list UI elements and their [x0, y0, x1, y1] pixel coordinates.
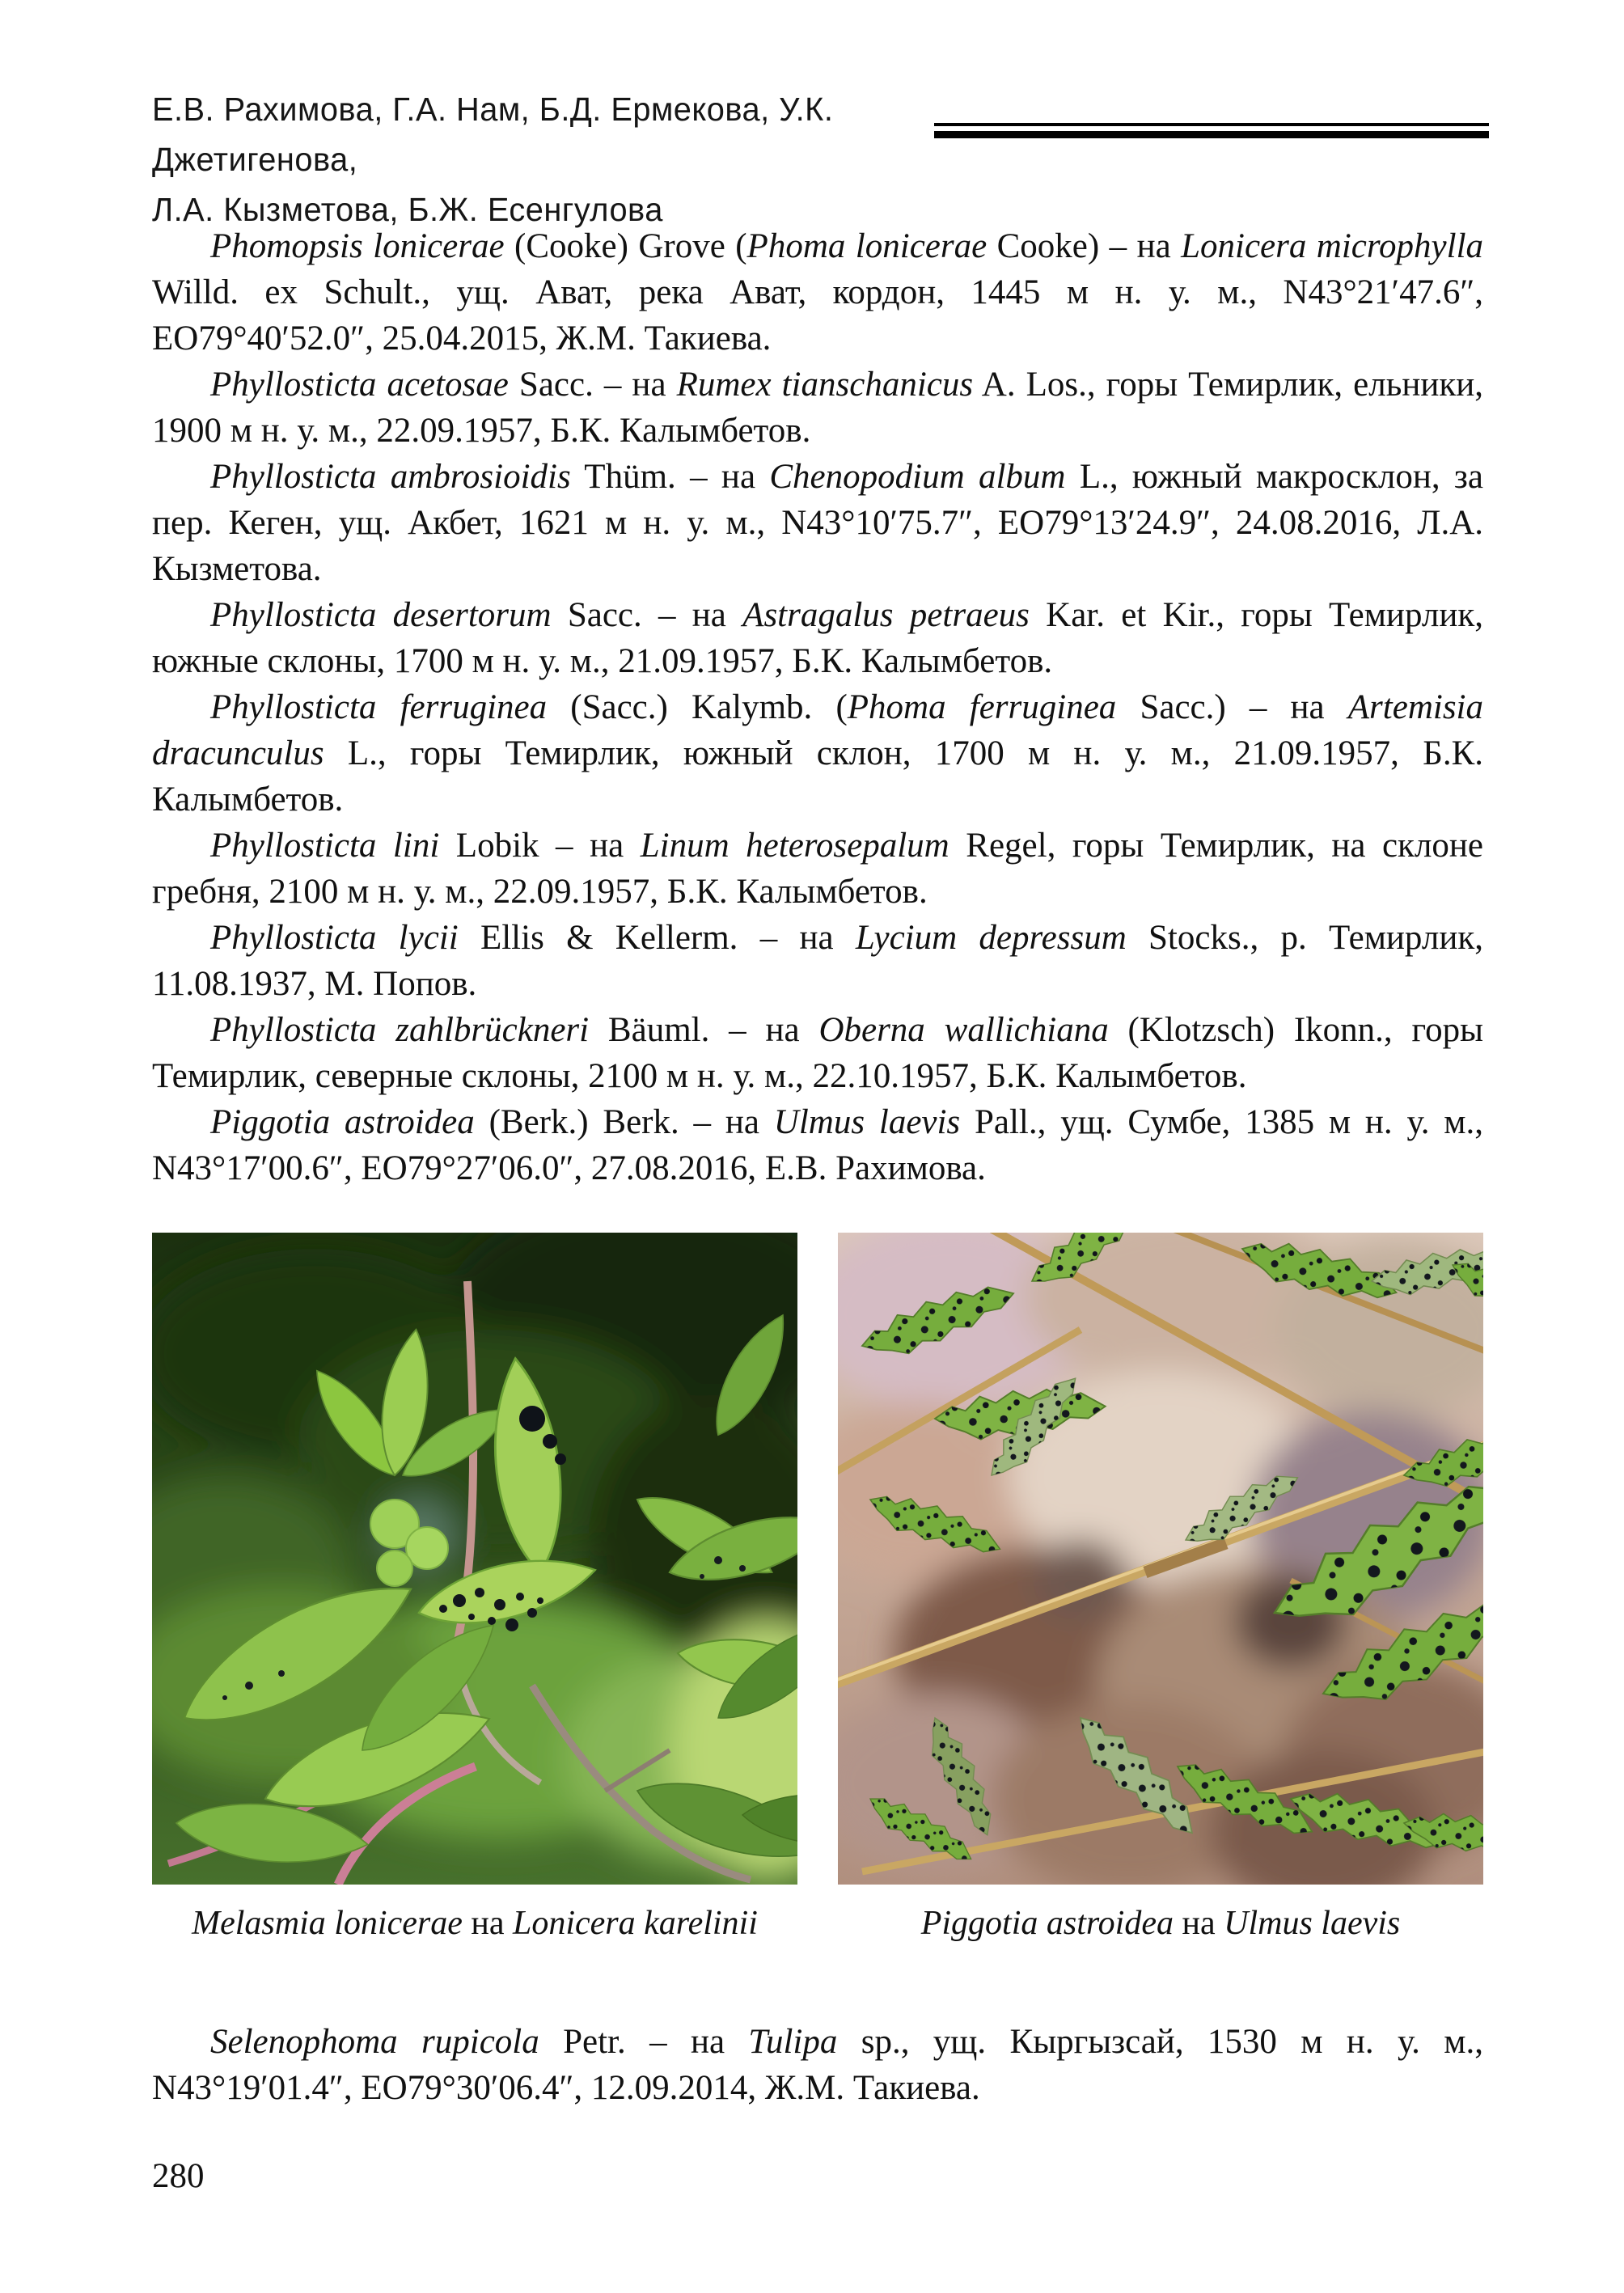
species-list: [152, 223, 1483, 1191]
authors-line-1: Е.В. Рахимова, Г.А. Нам, Б.Д. Ермекова, У.К. Джетигенова,: [152, 91, 834, 178]
species-list-continued: [152, 2019, 1483, 2111]
caption-melasmia: Melasmia lonicerae на Lonicera karelinii: [192, 1905, 758, 1942]
species-entry: Piggotia astroidea (Berk.) Berk. – на Ulmus laevis Pall., ущ. Сумбе, 1385 м н. у. м., N43°17′00.6″, ЕО79°27′06.0″, 27.08.2016, Е.В. Рахимова.: [152, 1103, 1483, 1187]
species-entry: Selenophoma rupicola Petr. – на Tulipa sp., ущ. Кыргызсай, 1530 м н. у. м., N43°19′01.4″, ЕО79°30′06.4″, 12.09.2014, Ж.М. Такиева.: [152, 2023, 1483, 2107]
figure-row: [152, 1233, 1483, 1944]
species-entry: Phyllosticta lini Lobik – на Linum heterosepalum Regel, горы Темирлик, на склоне гребня, 2100 м н. у. м., 22.09.1957, Б.К. Калымбетов.: [152, 827, 1484, 911]
header-rule: [934, 123, 1489, 138]
photo-melasmia-lonicerae: [152, 1233, 797, 1885]
species-entry: Phyllosticta desertorum Sacc. – на Astragalus petraeus Kar. et Kir., горы Темирлик, южные склоны, 1700 м н. у. м., 21.09.1957, Б.К. Калымбетов.: [152, 596, 1483, 680]
species-entry: Phyllosticta ferruginea (Sacc.) Kalymb. (Phoma ferruginea Sacc.) – на Artemisia dracunculus L., горы Темирлик, южный склон, 1700 м н. у. м., 21.09.1957, Б.К. Калымбетов.: [152, 688, 1483, 819]
caption-piggotia: Piggotia astroidea на Ulmus laevis: [920, 1905, 1401, 1942]
header-authors: [152, 84, 937, 235]
species-entry: Phyllosticta acetosae Sacc. – на Rumex tianschanicus A. Los., горы Темирлик, ельники, 1900 м н. у. м., 22.09.1957, Б.К. Калымбетов.: [152, 366, 1483, 450]
header-rule-thick-line: [934, 131, 1489, 138]
species-entry: Phyllosticta lycii Ellis & Kellerm. – на Lycium depressum Stocks., р. Темирлик, 11.08.1937, М. Попов.: [152, 919, 1483, 1003]
figure-melasmia: [152, 1233, 797, 1944]
photo-piggotia-astroidea: [838, 1233, 1483, 1885]
authors-line-2: Л.А. Кызметова, Б.Ж. Есенгулова: [152, 191, 663, 228]
species-entry: Phomopsis lonicerae (Cooke) Grove (Phoma lonicerae Cooke) – на Lonicera microphylla Willd. ex Schult., ущ. Ават, река Ават, кордон, 1445 м н. у. м., N43°21′47.6″, ЕО79°40′52.0″, 25.04.2015, Ж.М. Такиева.: [152, 227, 1484, 357]
figure-piggotia: [838, 1233, 1483, 1944]
species-entry: Phyllosticta zahlbrückneri Bäuml. – на Oberna wallichiana (Klotzsch) Ikonn., горы Темирлик, северные склоны, 2100 м н. у. м., 22.10.1957, Б.К. Калымбетов.: [152, 1011, 1483, 1095]
page-number: 280: [152, 2157, 205, 2195]
species-entry: Phyllosticta ambrosioidis Thüm. – на Chenopodium album L., южный макросклон, за пер. Кеген, ущ. Акбет, 1621 м н. у. м., N43°10′75.7″, ЕО79°13′24.9″, 24.08.2016, Л.А. Кызметова.: [152, 458, 1483, 588]
